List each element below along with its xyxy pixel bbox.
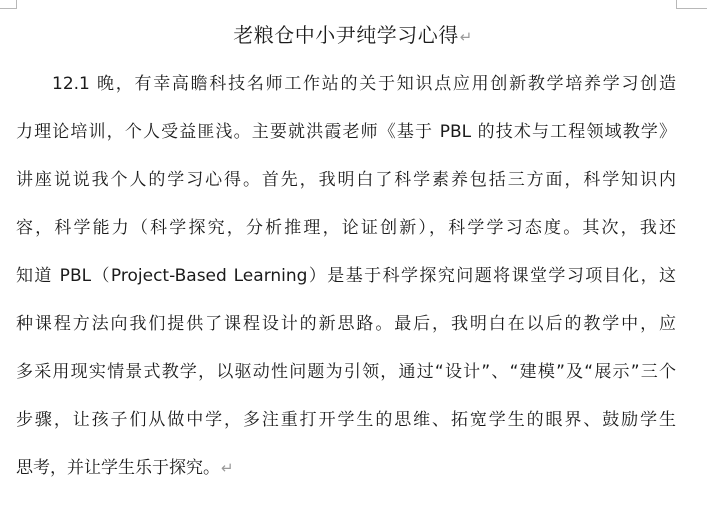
body-line-8[interactable]: 步骤，让孩子们从做中学，多注重打开学生的思维、拓宽学生的眼界、鼓励学生: [16, 410, 676, 430]
body-line-3[interactable]: 讲座说说我个人的学习心得。首先，我明白了科学素养包括三方面，科学知识内: [16, 170, 676, 190]
body-line-9-text[interactable]: 思考，并让学生乐于探究。: [16, 458, 220, 478]
document-title-line[interactable]: [0, 20, 706, 52]
body-line-5[interactable]: 知道 PBL（Project-Based Learning）是基于科学探究问题将课堂学习项目化，这: [16, 266, 676, 286]
margin-corner-mark-left: [0, 0, 17, 9]
paragraph-mark-icon: ↵: [221, 459, 234, 477]
paragraph-mark-icon: ↵: [459, 28, 473, 46]
body-line-9[interactable]: [16, 450, 676, 498]
body-line-1[interactable]: 12.1 晚，有幸高瞻科技名师工作站的关于知识点应用创新教学培养学习创造: [52, 74, 676, 94]
body-line-2[interactable]: 力理论培训，个人受益匪浅。主要就洪霞老师《基于 PBL 的技术与工程领域教学》: [16, 122, 676, 142]
document-body[interactable]: [16, 66, 676, 498]
body-line-7[interactable]: 多采用现实情景式教学，以驱动性问题为引领，通过“设计”、“建模”及“展示”三个: [16, 362, 676, 382]
body-line-6[interactable]: 种课程方法向我们提供了课程设计的新思路。最后，我明白在以后的教学中，应: [16, 314, 676, 334]
document-title[interactable]: 老粮仓中小尹纯学习心得: [233, 23, 459, 47]
body-line-4[interactable]: 容，科学能力（科学探究，分析推理，论证创新），科学学习态度。其次，我还: [16, 218, 676, 238]
margin-corner-mark-right: [676, 0, 707, 9]
